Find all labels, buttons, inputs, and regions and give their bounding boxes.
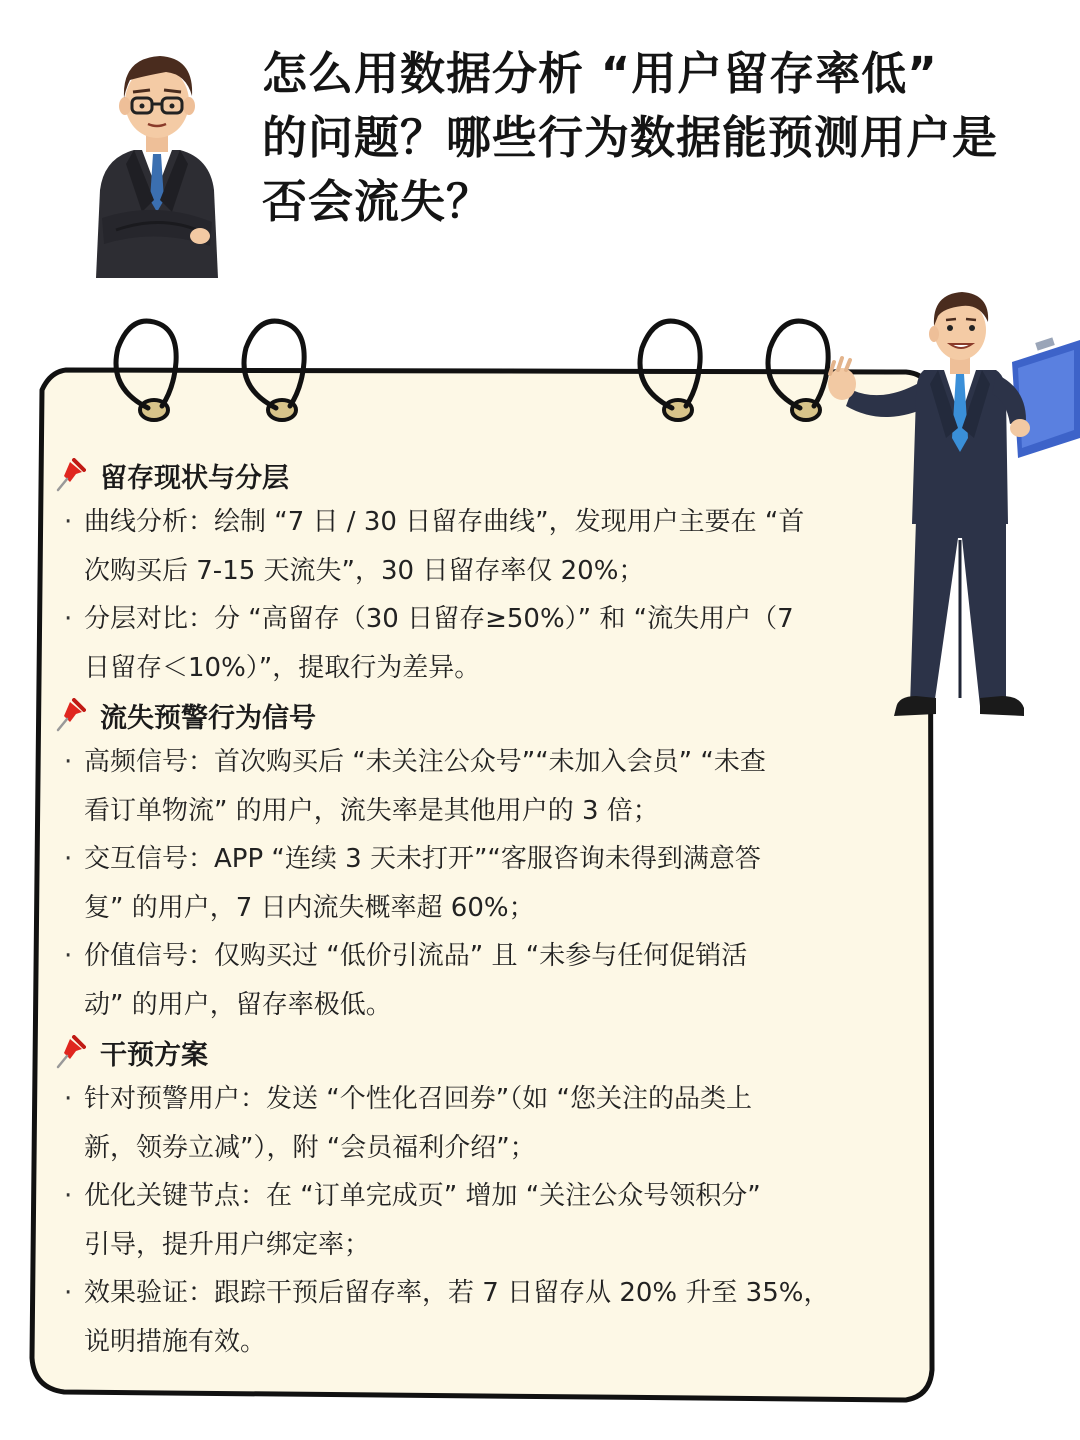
bullet-line: 日留存＜10%）”，提取行为差异。 (84, 652, 481, 683)
bullet-line: 动” 的用户，留存率极低。 (84, 989, 392, 1020)
list-item (56, 498, 906, 595)
bullet-dot: · (64, 507, 73, 537)
bullet-line: 曲线分析：绘制 “7 日 / 30 日留存曲线”，发现用户主要在 “首 (84, 507, 805, 537)
bullet-line: 分层对比：分 “高留存（30 日留存≥50%）” 和 “流失用户（7 (84, 604, 794, 634)
notebook-content (56, 452, 906, 1366)
section-heading-text: 留存现状与分层 (100, 462, 289, 494)
section-retention-status (56, 452, 906, 692)
bullet-line: 价值信号：仅购买过 “低价引流品” 且 “未参与任何促销活 (84, 941, 748, 971)
section-churn-signals (56, 692, 906, 1029)
pushpin-icon (56, 458, 86, 492)
list-item (56, 835, 906, 932)
bullet-line: 针对预警用户：发送 “个性化召回券”（如 “您关注的品类上 (84, 1084, 752, 1114)
bullet-line: 看订单物流” 的用户，流失率是其他用户的 3 倍； (84, 795, 659, 826)
section-heading (56, 1029, 906, 1075)
bullet-dot: · (64, 1181, 73, 1211)
title-line: 怎么用数据分析 “用户留存率低” (262, 47, 938, 100)
section-heading (56, 452, 906, 498)
bullet-line: 次购买后 7-15 天流失”，30 日留存率仅 20%； (84, 555, 645, 586)
businessman-glasses-illustration (82, 40, 232, 280)
bullet-line: 效果验证：跟踪干预后留存率，若 7 日留存从 20% 升至 35%， (84, 1278, 830, 1308)
bullet-line: 交互信号：APP “连续 3 天未打开”“客服咨询未得到满意答 (84, 844, 761, 874)
list-item (56, 1172, 906, 1269)
bullet-line: 说明措施有效。 (84, 1326, 267, 1357)
bullet-line: 新，领券立减”），附 “会员福利介绍”； (84, 1132, 536, 1163)
bullet-dot: · (64, 747, 73, 777)
list-item (56, 738, 906, 835)
list-item (56, 1269, 906, 1366)
list-item (56, 595, 906, 692)
section-heading (56, 692, 906, 738)
list-item (56, 1075, 906, 1172)
bullet-line: 高频信号：首次购买后 “未关注公众号”“未加入会员” “未查 (84, 747, 766, 777)
bullet-dot: · (64, 1084, 73, 1114)
bullet-dot: · (64, 844, 73, 874)
bullet-line: 复” 的用户，7 日内流失概率超 60%； (84, 892, 535, 923)
bullet-line: 优化关键节点：在 “订单完成页” 增加 “关注公众号领积分” (84, 1181, 761, 1211)
bullet-dot: · (64, 941, 73, 971)
bullet-line: 引导，提升用户绑定率； (84, 1229, 371, 1260)
title-line: 的问题？哪些行为数据能预测用户是 (262, 111, 999, 164)
section-intervention-plan (56, 1029, 906, 1366)
pushpin-icon (56, 1035, 86, 1069)
bullet-dot: · (64, 1278, 73, 1308)
pushpin-icon (56, 698, 86, 732)
section-heading-text: 流失预警行为信号 (100, 702, 316, 734)
title-line: 否会流失？ (262, 175, 493, 228)
page-title (262, 42, 1042, 234)
list-item (56, 932, 906, 1029)
bullet-dot: · (64, 604, 73, 634)
section-heading-text: 干预方案 (100, 1039, 208, 1071)
